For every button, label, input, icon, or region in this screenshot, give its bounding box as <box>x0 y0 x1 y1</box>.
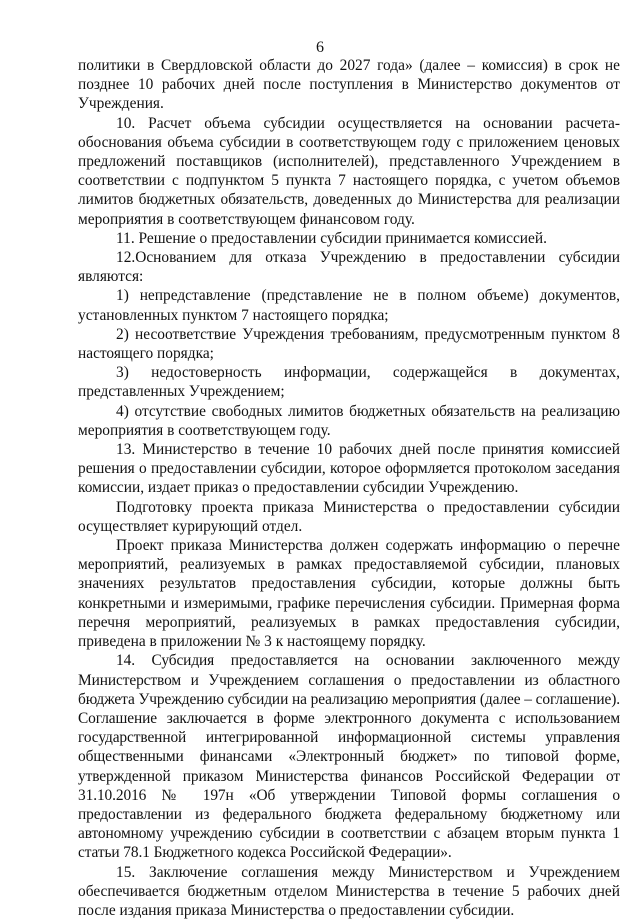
paragraph-12-item-4: 4) отсутствие свободных лимитов бюджетных обязательств на реализацию мероприятия в соответствующем году. <box>78 402 620 439</box>
paragraph-10: 10. Расчет объема субсидии осуществляется на основании расчета-обоснования объема субсидии в соответствующем году с приложением ценовых предложений поставщиков (исполнителей), представленного Учреждением в соответствии с подпунктом 5 пункта 7 настоящего порядка, с учетом объемов лимитов бюджетных обязательств, доведенных до Министерства для реализации мероприятия в соответствующем финансовом году. <box>78 114 620 228</box>
paragraph-15: 15. Заключение соглашения между Министерством и Учреждением обеспечивается бюджетным отделом Министерства в течение 5 рабочих дней после издания приказа Министерства о предоставлении субсидии. <box>78 863 620 919</box>
paragraph-continuation: политики в Свердловской области до 2027 года» (далее – комиссия) в срок не позднее 10 рабочих дней после поступления в Министерство документов от Учреждения. <box>78 57 620 113</box>
document-body <box>78 56 620 920</box>
paragraph-13-preparation: Подготовку проекта приказа Министерства о предоставлении субсидии осуществляет курирующий отдел. <box>78 498 620 535</box>
paragraph-13-draft-order: Проект приказа Министерства должен содержать информацию о перечне мероприятий, реализуемых в рамках предоставляемой субсидии, плановых значениях результатов предоставления субсидии, которые должны быть конкретными и измеримыми, графике перечисления субсидии. Примерная форма перечня мероприятий, реализуемых в рамках предоставления субсидии, приведена в приложении № 3 к настоящему порядку. <box>78 537 620 651</box>
paragraph-12-item-1: 1) непредставление (представление не в полном объеме) документов, установленных пунктом 7 настоящего порядка; <box>78 287 620 324</box>
paragraph-13: 13. Министерство в течение 10 рабочих дней после принятия комиссией решения о предоставлении субсидии, которое оформляется протоколом заседания комиссии, издает приказ о предоставлении субсидии Учреждению. <box>78 441 620 497</box>
paragraph-12: 12.Основанием для отказа Учреждению в предоставлении субсидии являются: <box>78 249 620 286</box>
paragraph-12-item-3: 3) недостоверность информации, содержащейся в документах, представленных Учреждением; <box>78 364 620 401</box>
paragraph-14: 14. Субсидия предоставляется на основании заключенного между Министерством и Учреждением соглашения о предоставлении из областного бюджета Учреждению субсидии на реализацию мероприятия (далее – соглашение). Соглашение заключается в форме электронного документа с использованием государственной интегрированной информационной системы управления общественными финансами «Электронный бюджет» по типовой форме, утвержденной приказом Министерства финансов Российской Федерации от 31.10.2016 № 197н «Об утверждении Типовой формы соглашения о предоставлении из федерального бюджета федеральному бюджетному или автономному учреждению субсидии в соответствии с абзацем вторым пункта 1 статьи 78.1 Бюджетного кодекса Российской Федерации». <box>78 652 620 862</box>
page-number: 6 <box>316 39 324 56</box>
paragraph-12-item-2: 2) несоответствие Учреждения требованиям, предусмотренным пунктом 8 настоящего порядка; <box>78 325 620 363</box>
paragraph-11: 11. Решение о предоставлении субсидии принимается комиссией. <box>116 229 547 247</box>
